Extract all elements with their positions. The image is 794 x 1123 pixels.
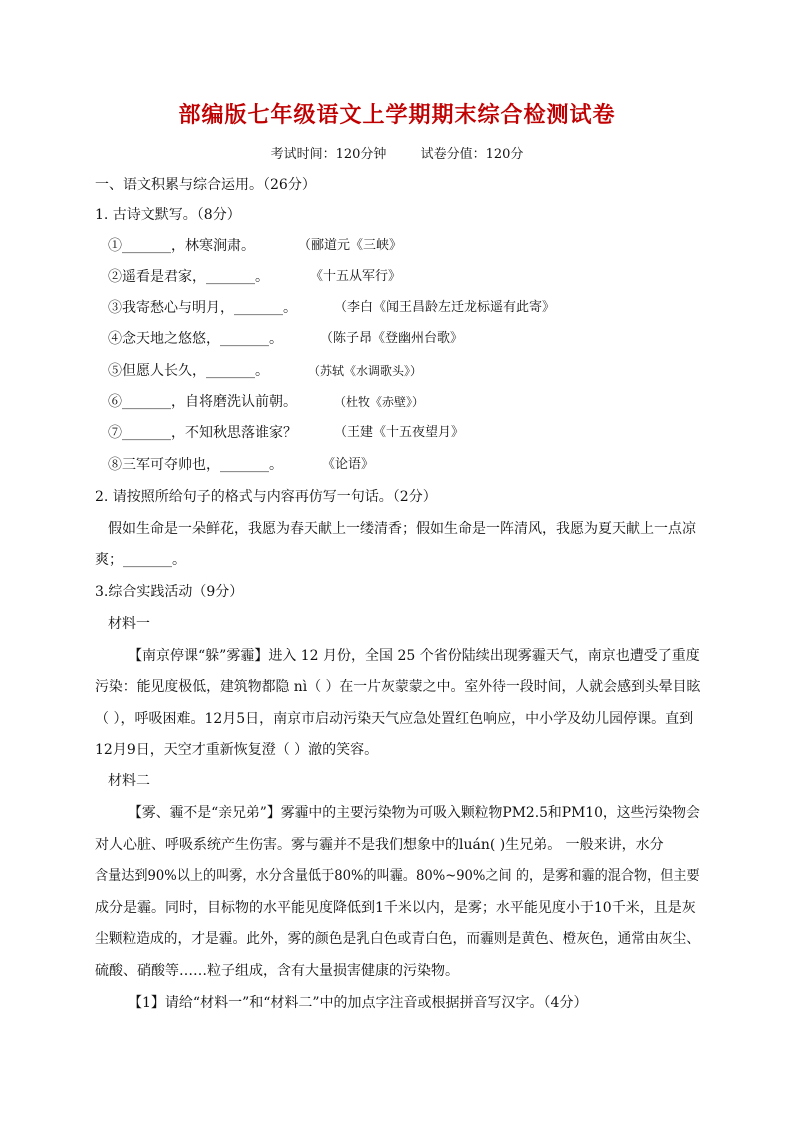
question-2-heading: 2. 请按照所给句子的格式与内容再仿写一句话。（2分） (95, 489, 437, 505)
section-heading: 一、语文积累与综合运用。（26分） (95, 177, 316, 193)
dictation-ref-6: （杜牧《赤壁》） (334, 395, 425, 409)
question-1-heading: 1. 古诗文默写。（8分） (95, 207, 241, 223)
dictation-ref-4: （陈子昂《登幽州台歌》 (320, 331, 464, 346)
exam-meta (0, 143, 794, 162)
dictation-ref-7: （王建《十五夜望月》 (334, 425, 465, 440)
dictation-item-4: ④念天地之悠悠，_______。 (108, 331, 283, 347)
dictation-item-8: ⑧三军可夺帅也，_______。 (108, 457, 283, 473)
question-3-heading: 3.综合实践活动（9分） (95, 584, 244, 600)
sub-question-1: 【1】请给“材料一”和“材料二”中的加点字注音或根据拼音写汉字。（4分） (128, 995, 588, 1011)
material-2-line-5: 尘颗粒造成的，才是霾。此外，雾的颜色是乳白色或青白色，而霾则是黄色、橙灰色，通常由灰尘、 (95, 931, 700, 947)
dictation-ref-3: （李白《闻王昌龄左迁龙标遥有此寄》 (334, 300, 556, 315)
material-1-line-4: 12月9日，天空才重新恢复澄（ ）澈的笑容。 (95, 742, 379, 758)
material-1-line-3: （ ），呼吸困难。12月5日，南京市启动污染天气应急处置红色响应，中小学及幼儿园停课。直到 (95, 711, 694, 727)
dictation-item-6: ⑥_______，自将磨洗认前朝。 (108, 394, 297, 410)
question-2-line-1: 假如生命是一朵鲜花，我愿为春天献上一缕清香；假如生命是一阵清风，我愿为夏天献上一点凉 (108, 521, 696, 537)
dictation-ref-8: 《论语》 (322, 457, 375, 472)
material-1-label: 材料一 (108, 616, 150, 632)
dictation-item-2: ②遥看是君家，_______。 (108, 269, 269, 285)
dictation-ref-2: 《十五从军行》 (310, 269, 402, 284)
material-2-line-6: 硫酸、硝酸等……粒子组成，含有大量损害健康的污染物。 (95, 963, 459, 979)
material-2-line-2: 对人心脏、呼吸系统产生伤害。雾与霾并不是我们想象中的luán( )生兄弟。 一般来讲，水分 (95, 837, 664, 853)
material-2-line-3: 含量达到90%以上的叫雾，水分含量低于80%的叫霾。80%~90%之间 的，是雾和霾的混合物，但主要 (95, 868, 700, 884)
material-1-line-1: 【南京停课“躲”雾霾】进入 12 月份，全国 25 个省份陆续出现雾霾天气，南京也遭受了重度 (128, 648, 700, 664)
dictation-item-3: ③我寄愁心与明月，_______。 (108, 300, 297, 316)
page-title: 部编版七年级语文上学期期末综合检测试卷 (178, 103, 616, 128)
dictation-item-7: ⑦_______，不知秋思落谁家？ (108, 425, 297, 441)
exam-score: 试卷分值：120分 (420, 147, 524, 162)
exam-time: 考试时间：120分钟 (270, 147, 387, 162)
dictation-ref-5: （苏轼《水调歌头》） (308, 364, 423, 378)
material-2-line-4: 成分是霾。同时，目标物的水平能见度降低到1千米以内，是雾；水平能见度小于10千米，且是灰 (95, 900, 696, 916)
material-1-line-2: 污染：能见度极低，建筑物都隐 nì（ ）在一片灰蒙蒙之中。室外待一段时间，人就会感到头晕目眩 (95, 679, 701, 695)
dictation-ref-1: （郦道元《三峡》 (298, 238, 403, 253)
question-2-line-2: 爽；_______。 (95, 552, 186, 568)
material-2-label: 材料二 (108, 773, 150, 789)
dictation-item-5: ⑤但愿人长久，_______。 (108, 363, 269, 379)
dictation-item-1: ①_______，林寒涧肃。 (108, 238, 255, 254)
material-2-line-1: 【雾、霾不是“亲兄弟”】雾霾中的主要污染物为可吸入颗粒物PM2.5和PM10，这些污染物会 (128, 805, 700, 821)
